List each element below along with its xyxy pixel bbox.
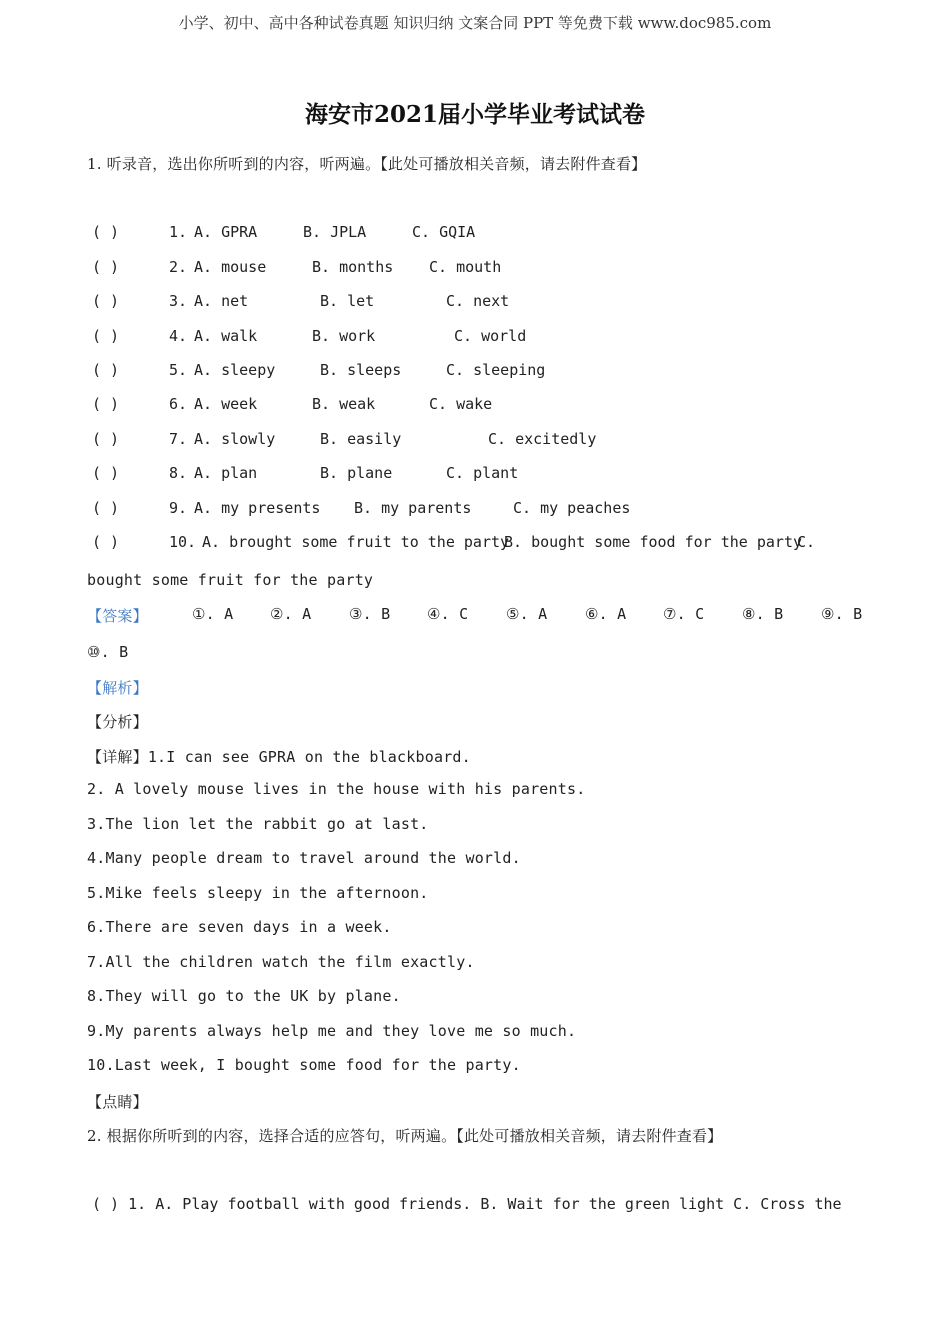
question-paren: ( ) — [92, 361, 120, 379]
question-option-c: C. world — [454, 327, 527, 345]
question-paren: ( ) — [92, 430, 120, 448]
answer-item: ②. A — [270, 605, 312, 623]
question-number: 1. — [169, 223, 188, 241]
question-option-a: A. plan — [194, 464, 258, 482]
answer-item: ④. C — [427, 605, 469, 623]
answer-item: ⑦. C — [663, 605, 705, 623]
analysis-label: 【解析】 — [87, 679, 148, 697]
question-option-a: A. slowly — [194, 430, 276, 448]
question-number: 4. — [169, 327, 188, 345]
question-paren: ( ) — [92, 464, 120, 482]
detail-line: 4.Many people dream to travel around the world. — [87, 849, 521, 867]
site-header: 小学、初中、高中各种试卷真题 知识归纳 文案合同 PPT 等免费下载 www.doc985.com — [178, 14, 772, 32]
question-paren: ( ) — [92, 258, 120, 276]
question-number: 2. — [169, 258, 188, 276]
question-row — [92, 395, 892, 415]
question-option-c: C. my peaches — [513, 499, 631, 517]
question-option-b: B. weak — [312, 395, 376, 413]
question-paren: ( ) — [92, 327, 120, 345]
answer-item: ③. B — [349, 605, 391, 623]
detail-line-1 — [87, 746, 471, 767]
question-option-a: A. my presents — [194, 499, 321, 517]
question-number: 10. — [169, 533, 197, 551]
answer-item: ⑥. A — [585, 605, 627, 623]
question-number: 6. — [169, 395, 188, 413]
question-option-c: C. excitedly — [488, 430, 597, 448]
answer-item: ⑤. A — [506, 605, 548, 623]
question-option-b: B. months — [312, 258, 394, 276]
detail-line: 3.The lion let the rabbit go at last. — [87, 815, 429, 833]
detail-text: 1.I can see GPRA on the blackboard. — [147, 748, 471, 766]
detail-label: 【详解】 — [87, 748, 148, 766]
exam-title: 海安市2021届小学毕业考试试卷 — [304, 101, 645, 128]
detail-line: 5.Mike feels sleepy in the afternoon. — [87, 884, 429, 902]
question-row — [92, 464, 892, 484]
question-row — [92, 223, 892, 243]
answer-last: ⑩. B — [87, 643, 129, 661]
question-option-a: A. mouse — [194, 258, 267, 276]
question-option-b: B. work — [312, 327, 376, 345]
question-option-c: C. sleeping — [446, 361, 546, 379]
question-option-a: A. GPRA — [194, 223, 258, 241]
question-paren: ( ) — [92, 223, 120, 241]
section2-instruction: 2. 根据你所听到的内容，选择合适的应答句，听两遍。【此处可播放相关音频，请去附件查看】 — [87, 1127, 723, 1145]
question-option-c: C. plant — [446, 464, 519, 482]
question-paren: ( ) — [92, 499, 120, 517]
section2-question-1: ( ) 1. A. Play football with good friends. B. Wait for the green light C. Cross the — [92, 1195, 842, 1213]
question-row — [92, 533, 892, 553]
question-paren: ( ) — [92, 292, 120, 310]
fenxi-label: 【分析】 — [87, 713, 148, 731]
question-option-c: C. — [797, 533, 816, 551]
question-option-c: C. mouth — [429, 258, 502, 276]
question-option-a: A. net — [194, 292, 249, 310]
question-paren: ( ) — [92, 395, 120, 413]
question-number: 3. — [169, 292, 188, 310]
question-number: 5. — [169, 361, 188, 379]
question-option-a: A. sleepy — [194, 361, 276, 379]
answer-row — [87, 605, 867, 629]
question-row — [92, 499, 892, 519]
question-option-b: B. bought some food for the party — [504, 533, 803, 551]
dianjing-label: 【点睛】 — [87, 1093, 148, 1111]
detail-line: 8.They will go to the UK by plane. — [87, 987, 401, 1005]
question-number: 7. — [169, 430, 188, 448]
question-row — [92, 361, 892, 381]
question-option-c: C. wake — [429, 395, 493, 413]
question-option-a: A. brought some fruit to the party — [202, 533, 510, 551]
question-option-c: C. GQIA — [412, 223, 476, 241]
question-option-b: B. JPLA — [303, 223, 367, 241]
section1-instruction: 1. 听录音，选出你所听到的内容，听两遍。【此处可播放相关音频，请去附件查看】 — [87, 155, 647, 173]
question-option-b: B. let — [320, 292, 375, 310]
question-option-a: A. walk — [194, 327, 258, 345]
answer-item: ⑨. B — [821, 605, 863, 623]
question-option-a: A. week — [194, 395, 258, 413]
question-number: 8. — [169, 464, 188, 482]
answer-item: ①. A — [192, 605, 234, 623]
question-number: 9. — [169, 499, 188, 517]
detail-line: 7.All the children watch the film exactly. — [87, 953, 475, 971]
q10-continuation: bought some fruit for the party — [87, 571, 374, 589]
answer-label: 【答案】 — [87, 607, 148, 625]
question-row — [92, 258, 892, 278]
question-row — [92, 292, 892, 312]
question-option-c: C. next — [446, 292, 510, 310]
question-paren: ( ) — [92, 533, 120, 551]
answer-item: ⑧. B — [742, 605, 784, 623]
detail-line: 2. A lovely mouse lives in the house with his parents. — [87, 780, 586, 798]
question-option-b: B. my parents — [354, 499, 472, 517]
detail-line: 10.Last week, I bought some food for the party. — [87, 1056, 521, 1074]
question-option-b: B. plane — [320, 464, 393, 482]
detail-line: 6.There are seven days in a week. — [87, 918, 392, 936]
question-option-b: B. easily — [320, 430, 402, 448]
question-row — [92, 430, 892, 450]
detail-line: 9.My parents always help me and they love me so much. — [87, 1022, 577, 1040]
question-row — [92, 327, 892, 347]
question-option-b: B. sleeps — [320, 361, 402, 379]
